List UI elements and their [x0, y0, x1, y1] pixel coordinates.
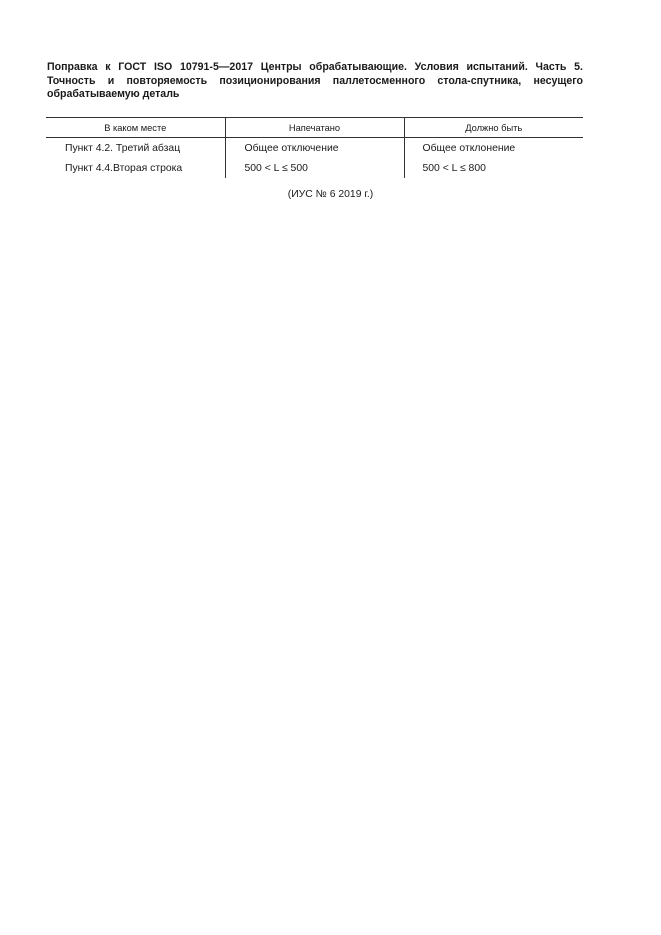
source-reference: (ИУС № 6 2019 г.)	[287, 189, 374, 200]
cell-printed: Общее отключение	[225, 138, 404, 159]
corrections-table	[46, 117, 583, 178]
table-row	[46, 138, 583, 159]
cell-location: Пункт 4.2. Третий абзац	[65, 142, 181, 154]
amendment-title: Поправка к ГОСТ ISO 10791-5—2017 Центры обрабатывающие. Условия испытаний. Часть 5. Точность и повторяемость позиционирования паллетосменного стола-спутника, несущего обрабатываемую деталь	[47, 61, 583, 100]
header-location: В каком месте	[46, 118, 225, 138]
header-should-be: Должно быть	[404, 118, 583, 138]
cell-should-be: Общее отклонение	[404, 138, 583, 159]
cell-location: Пункт 4.4.Вторая строка	[65, 162, 183, 174]
cell-printed: 500 < L ≤ 500	[225, 158, 404, 178]
table-header-row	[46, 118, 583, 138]
cell-should-be: 500 < L ≤ 800	[404, 158, 583, 178]
table-row	[46, 158, 583, 178]
header-printed: Напечатано	[225, 118, 404, 138]
